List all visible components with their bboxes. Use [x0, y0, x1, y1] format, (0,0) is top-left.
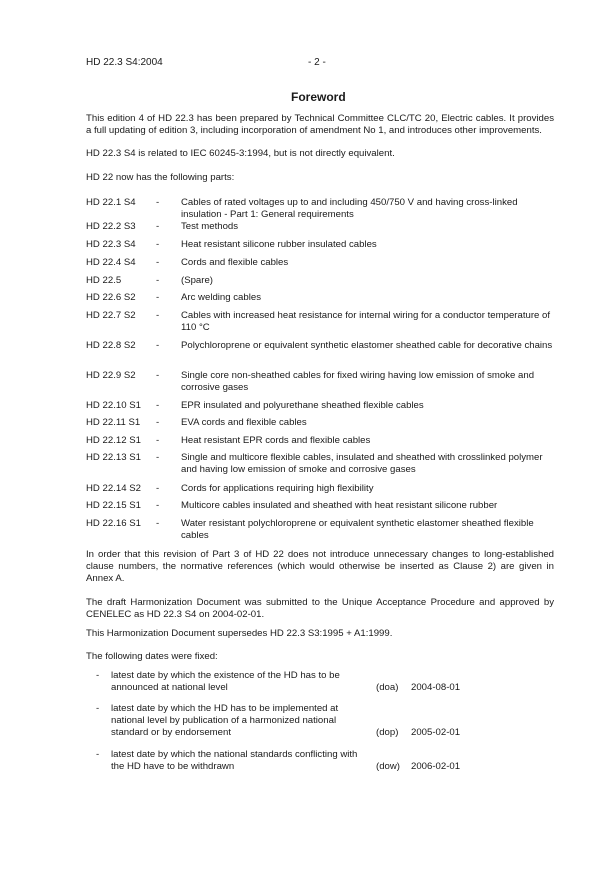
part-code: HD 22.7 S2 — [86, 310, 136, 321]
part-dash: - — [156, 310, 160, 321]
page-number: - 2 - — [308, 57, 326, 68]
date-value: 2006-02-01 — [411, 761, 461, 772]
date-description: latest date by which the national standards conflicting with the HD have to be withdrawn — [111, 749, 358, 772]
part-code: HD 22.16 S1 — [86, 518, 141, 529]
part-code: HD 22.12 S1 — [86, 435, 141, 446]
part-dash: - — [156, 452, 160, 463]
relation-paragraph: HD 22.3 S4 is related to IEC 60245-3:1994, but is not directly equivalent. — [86, 148, 395, 159]
part-code: HD 22.6 S2 — [86, 292, 136, 303]
date-abbreviation: (dow) — [376, 761, 400, 772]
part-dash: - — [156, 239, 160, 250]
date-abbreviation: (doa) — [376, 682, 399, 693]
dates-intro-paragraph: The following dates were fixed: — [86, 651, 218, 662]
part-dash: - — [156, 292, 160, 303]
part-description: Cables of rated voltages up to and including 450/750 V and having cross-linked insulation - Part 1: General requirements — [181, 197, 518, 220]
part-code: HD 22.9 S2 — [86, 370, 136, 381]
part-dash: - — [156, 370, 160, 381]
part-description: (Spare) — [181, 275, 213, 286]
part-description: Multicore cables insulated and sheathed with heat resistant silicone rubber — [181, 500, 498, 511]
supersedes-paragraph: This Harmonization Document supersedes HD 22.3 S3:1995 + A1:1999. — [86, 628, 393, 639]
part-dash: - — [156, 275, 160, 286]
part-dash: - — [156, 435, 160, 446]
intro-paragraph: This edition 4 of HD 22.3 has been prepared by Technical Committee CLC/TC 20, Electric cables. It provides a full updating of edition 3, including incorporation of amendment No 1, and introduces other improvements. — [86, 113, 554, 136]
part-code: HD 22.4 S4 — [86, 257, 136, 268]
part-dash: - — [156, 340, 160, 351]
part-description: Polychloroprene or equivalent synthetic elastomer sheathed cable for decorative chains — [181, 340, 553, 351]
part-dash: - — [156, 257, 160, 268]
date-value: 2004-08-01 — [411, 682, 461, 693]
part-code: HD 22.11 S1 — [86, 417, 141, 428]
page-title: Foreword — [291, 90, 346, 104]
part-dash: - — [156, 500, 160, 511]
part-description: Cables with increased heat resistance for internal wiring for a conductor temperature of 110 °C — [181, 310, 551, 333]
part-dash: - — [156, 400, 160, 411]
part-code: HD 22.3 S4 — [86, 239, 136, 250]
part-description: Arc welding cables — [181, 292, 261, 303]
part-description: Single and multicore flexible cables, insulated and sheathed with crosslinked polymer and having low emission of smoke and corrosive gases — [181, 452, 543, 475]
date-bullet: - — [96, 703, 100, 714]
part-dash: - — [156, 197, 160, 208]
date-abbreviation: (dop) — [376, 727, 399, 738]
part-description: EPR insulated and polyurethane sheathed flexible cables — [181, 400, 424, 411]
date-description: latest date by which the existence of the HD has to be announced at national level — [111, 670, 340, 693]
part-description: Heat resistant silicone rubber insulated cables — [181, 239, 377, 250]
part-dash: - — [156, 221, 160, 232]
date-value: 2005-02-01 — [411, 727, 461, 738]
part-description: Single core non-sheathed cables for fixed wiring having low emission of smoke and corrosive gases — [181, 370, 535, 393]
part-description: EVA cords and flexible cables — [181, 417, 307, 428]
part-description: Water resistant polychloroprene or equivalent synthetic elastomer sheathed flexible cables — [181, 518, 534, 541]
date-bullet: - — [96, 670, 100, 681]
part-code: HD 22.1 S4 — [86, 197, 136, 208]
clause-note-paragraph: In order that this revision of Part 3 of HD 22 does not introduce unnecessary changes to long-established clause numbers, the normative references (which would otherwise be inserted as Clause 2) are given in Annex A. — [86, 549, 554, 584]
part-code: HD 22.13 S1 — [86, 452, 141, 463]
part-description: Cords for applications requiring high flexibility — [181, 483, 374, 494]
part-code: HD 22.14 S2 — [86, 483, 141, 494]
part-dash: - — [156, 483, 160, 494]
part-dash: - — [156, 417, 160, 428]
part-description: Heat resistant EPR cords and flexible cables — [181, 435, 371, 446]
date-description: latest date by which the HD has to be implemented at national level by publication of a harmonized national standard or by endorsement — [111, 703, 339, 738]
approval-paragraph: The draft Harmonization Document was submitted to the Unique Acceptance Procedure and approved by CENELEC as HD 22.3 S4 on 2004-02-01. — [86, 597, 554, 620]
part-description: Cords and flexible cables — [181, 257, 289, 268]
part-code: HD 22.2 S3 — [86, 221, 136, 232]
part-code: HD 22.8 S2 — [86, 340, 136, 351]
part-code: HD 22.10 S1 — [86, 400, 141, 411]
part-code: HD 22.15 S1 — [86, 500, 141, 511]
part-code: HD 22.5 — [86, 275, 122, 286]
part-description: Test methods — [181, 221, 239, 232]
parts-intro-paragraph: HD 22 now has the following parts: — [86, 172, 235, 183]
date-bullet: - — [96, 749, 100, 760]
part-dash: - — [156, 518, 160, 529]
doc-id-header: HD 22.3 S4:2004 — [86, 57, 163, 68]
